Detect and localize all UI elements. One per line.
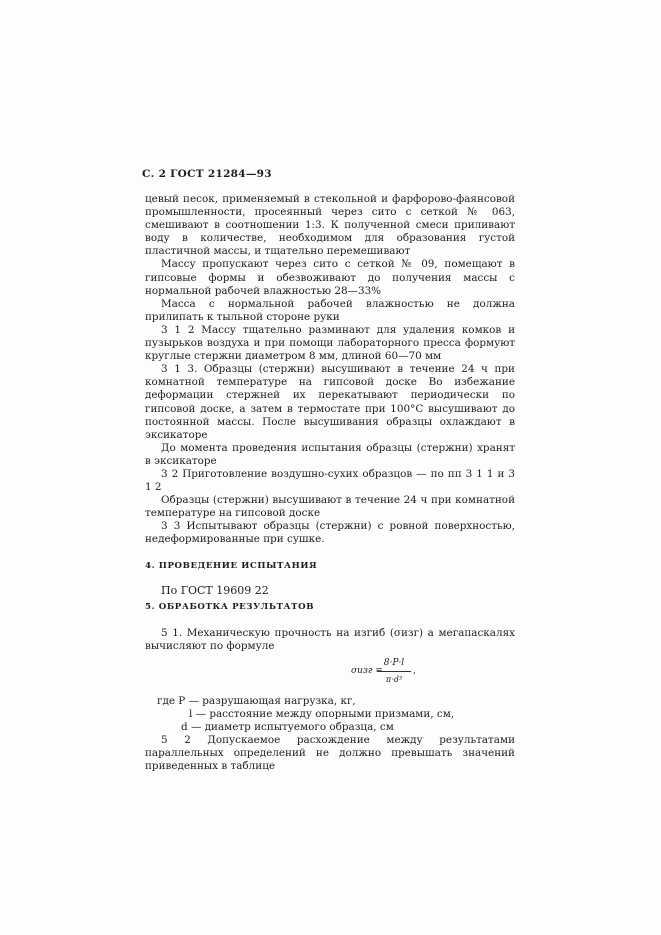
section-4-heading: 4. ПРОВЕДЕНИЕ ИСПЫТАНИЯ [145, 560, 318, 571]
paragraph: 5 2 Допускаемое расхождение между результатами параллельных определений не должно превышать значений приведенных в таблице [145, 734, 515, 773]
paragraph: 3 3 Испытывают образцы (стержни) с ровной поверхностью, недеформированные при сушке. [145, 520, 515, 546]
document-body [145, 193, 515, 774]
variable-definition: d — диаметр испытуемого образца, см [181, 721, 394, 734]
paragraph: 3 2 Приготовление воздушно-сухих образцов — по пп 3 1 1 и 3 1 2 [145, 467, 515, 494]
paragraph: До момента проведения испытания образцы (стержни) хранят в эксикаторе [145, 441, 515, 467]
paragraph: 3 1 2 Массу тщательно разминают для удаления комков и пузырьков воздуха и при помощи лабораторного пресса формуют круглые стержни диаметром 8 мм, длиной 60—70 мм [145, 323, 515, 363]
formula-fraction [377, 657, 411, 686]
paragraph: Масса с нормальной рабочей влажностью не должна прилипать к тыльной стороне руки [145, 297, 515, 323]
formula-denominator: π·d³ [385, 675, 403, 685]
paragraph: 5 1. Механическую прочность на изгиб (σизг) а мегапаскалях вычисляют по формуле [145, 626, 515, 652]
paragraph: Массу пропускают через сито с сеткой № 09, помещают в гипсовые формы и обезвоживают до получения массы с нормальной рабочей влажностью 28—33% [145, 258, 515, 297]
paragraph: цевый песок, применяемый в стекольной и фарфорово-фаянсовой промышленности, просеянный через сито с сеткой № 063, смешивают в соотношении 1:3. К полученной смеси приливают воду в количестве, необходимом для образования густой пластичной массы, и тщательно перемешивают [145, 193, 515, 258]
variable-definition: где P — разрушающая нагрузка, кг, [157, 695, 356, 707]
formula-numerator: 8·P·l [377, 657, 411, 672]
formula [145, 655, 515, 689]
paragraph: Образцы (стержни) высушивают в течение 24 ч при комнатной температуре на гипсовой доске [145, 494, 515, 520]
variable-definition: l — расстояние между опорными призмами, см, [189, 708, 455, 721]
section-4-text: По ГОСТ 19609 22 [161, 583, 269, 597]
section-5-heading: 5. ОБРАБОТКА РЕЗУЛЬТАТОВ [145, 601, 315, 612]
formula-comma: , [413, 666, 416, 676]
formula-lhs: σизг = [351, 666, 383, 676]
page-header: С. 2 ГОСТ 21284—93 [142, 168, 272, 180]
paragraph: 3 1 3. Образцы (стержни) высушивают в течение 24 ч при комнатной температуре на гипсовой доске Во избежание деформации стержней их перекатывают периодически по гипсовой доске, а затем в термостате при 100°С высушивают до постоянной массы. После высушивания образцы охлаждают в эксикаторе [145, 363, 515, 441]
